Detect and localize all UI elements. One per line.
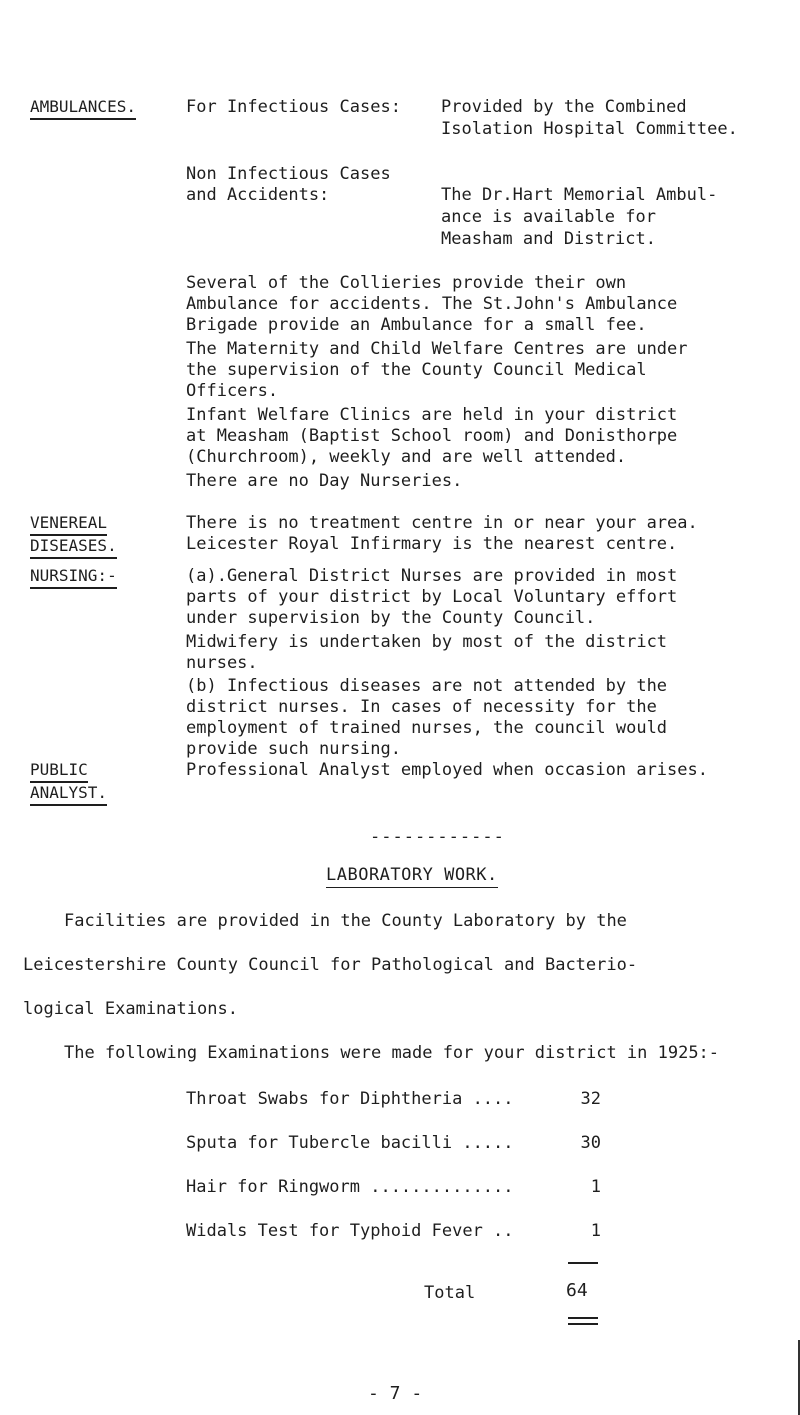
heading-public-analyst: PUBLIC ANALYST. [30,760,107,806]
noninfectious-label-1: Non Infectious Cases [186,164,391,184]
total-rule [568,1262,598,1264]
venereal-paragraph: There is no treatment centre in or near your area. Leicester Royal Infirmary is the nearest centre. [186,513,698,554]
total-value: 64 [566,1280,588,1301]
exam-label: Throat Swabs for Diphtheria .... [186,1089,514,1109]
nurseries-line: There are no Day Nurseries. [186,471,463,491]
infant-welfare-paragraph: Infant Welfare Clinics are held in your district at Measham (Baptist School room) and Donisthorpe (Churchroom), weekly and are well attended. [186,405,678,467]
noninfectious-text-1: The Dr.Hart Memorial Ambul- [441,185,718,205]
exam-count: 32 [580,1089,601,1109]
exam-label: Sputa for Tubercle bacilli ..... [186,1133,514,1153]
collieries-paragraph: Several of the Collieries provide their own Ambulance for accidents. The St.John's Ambulance Brigade provide an Ambulance for a small fee. [186,273,678,335]
heading-nursing: NURSING:- [30,566,117,589]
total-label: Total [424,1283,476,1303]
exam-row [186,1089,601,1110]
exam-label: Hair for Ringworm .............. [186,1177,514,1197]
laboratory-title: LABORATORY WORK. [326,865,498,888]
section-separator: ------------ [370,827,505,847]
noninfectious-label-2: and Accidents: [186,185,330,205]
heading-ambulances: AMBULANCES. [30,97,136,120]
exam-label: Widals Test for Typhoid Fever .. [186,1221,514,1241]
maternity-paragraph: The Maternity and Child Welfare Centres are under the supervision of the County Council Medical Officers. [186,339,688,401]
exam-count: 1 [590,1177,601,1197]
exam-count: 30 [580,1133,601,1153]
lab-following-line: The following Examinations were made for your district in 1925:- [64,1043,720,1063]
total-double-rule-top [568,1317,598,1319]
lab-intro-line-1: Facilities are provided in the County Laboratory by the [64,911,627,931]
infectious-text-2: Isolation Hospital Committee. [441,119,738,139]
page-number: - 7 - [368,1383,423,1404]
total-double-rule-bottom [568,1323,598,1325]
noninfectious-text-3: Measham and District. [441,229,656,249]
nursing-a-paragraph: (a).General District Nurses are provided in most parts of your district by Local Voluntary effort under supervision by the County Council. [186,566,678,628]
exam-count: 1 [590,1221,601,1241]
exam-row [186,1221,601,1242]
lab-intro-line-3: logical Examinations. [23,999,238,1019]
midwifery-paragraph: Midwifery is undertaken by most of the district nurses. [186,632,668,673]
infectious-text-1: Provided by the Combined [441,97,687,117]
exam-row [186,1177,601,1198]
heading-venereal-diseases: VENEREAL DISEASES. [30,513,117,559]
noninfectious-text-2: ance is available for [441,207,656,227]
nursing-b-paragraph: (b) Infectious diseases are not attended by the district nurses. In cases of necessity for the employment of trained nurses, the council would provide such nursing. [186,676,668,759]
infectious-label: For Infectious Cases: [186,97,401,117]
exam-row [186,1133,601,1154]
analyst-line: Professional Analyst employed when occasion arises. [186,760,708,780]
lab-intro-line-2: Leicestershire County Council for Pathological and Bacterio- [23,955,638,975]
